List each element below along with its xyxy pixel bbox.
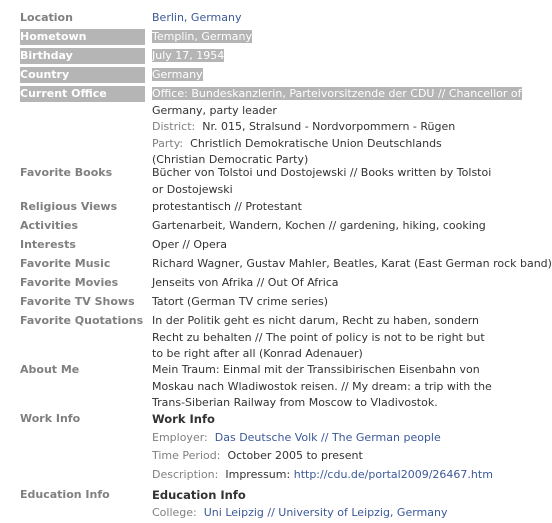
favorite-quotations-value: In der Politik geht es nicht darum, Recht zu haben, sondern Recht zu behalten // The point of policy is not to be right but to be right after all (Konrad Adenauer) bbox=[152, 314, 485, 360]
location-label: Location bbox=[20, 11, 73, 24]
district-label: District: bbox=[152, 120, 196, 133]
description-prefix: Impressum: bbox=[225, 467, 291, 481]
education-info-value bbox=[152, 487, 492, 521]
office-value-rest: Germany, party leader bbox=[152, 103, 277, 117]
hometown-value: Templin, Germany bbox=[152, 30, 252, 43]
college-label: College: bbox=[152, 505, 197, 519]
birthday-value: July 17, 1954 bbox=[152, 49, 225, 62]
country-value: Germany bbox=[152, 68, 203, 81]
current-office-label: Current Office bbox=[20, 86, 145, 102]
about-me-value: Mein Traum: Einmal mit der Transsibirischen Eisenbahn von Moskau nach Wladiwostok reisen. // My dream: a trip with the Trans-Siberian Railway from Moscow to Vladivostok. bbox=[152, 363, 492, 409]
work-info-title: Work Info bbox=[152, 412, 215, 426]
office-label: Office: bbox=[152, 87, 188, 100]
education-info-label: Education Info bbox=[20, 488, 110, 501]
district-value: Nr. 015, Stralsund - Nordvorpommern - Rügen bbox=[202, 120, 456, 133]
religious-views-label: Religious Views bbox=[20, 200, 118, 213]
favorite-books-label: Favorite Books bbox=[20, 166, 113, 179]
description-link[interactable]: http://cdu.de/portal2009/26467.htm bbox=[293, 467, 493, 481]
favorite-quotations-label: Favorite Quotations bbox=[20, 314, 144, 327]
favorite-movies-value: Jenseits von Afrika // Out Of Africa bbox=[152, 276, 339, 289]
hometown-label: Hometown bbox=[20, 29, 145, 45]
location-value-link[interactable]: Berlin, Germany bbox=[152, 11, 242, 24]
country-label: Country bbox=[20, 67, 145, 83]
office-value-highlighted: Bundeskanzlerin, Parteivorsitzende der CDU // Chancellor of bbox=[191, 87, 522, 100]
favorite-books-value: Bücher von Tolstoi und Dostojewski // Books written by Tolstoi or Dostojewski bbox=[152, 166, 492, 196]
college-link[interactable]: Uni Leipzig // University of Leipzig, Germany bbox=[203, 505, 448, 519]
favorite-movies-label: Favorite Movies bbox=[20, 276, 119, 289]
activities-label: Activities bbox=[20, 219, 79, 232]
about-me-label: About Me bbox=[20, 363, 80, 376]
favorite-music-label: Favorite Music bbox=[20, 257, 111, 270]
birthday-label: Birthday bbox=[20, 48, 145, 64]
description-label: Description: bbox=[152, 467, 219, 481]
party-value: Christlich Demokratische Union Deutschlands (Christian Democratic Party) bbox=[152, 136, 442, 166]
religious-views-value: protestantisch // Protestant bbox=[152, 200, 302, 213]
interests-value: Oper // Opera bbox=[152, 238, 228, 251]
favorite-music-value: Richard Wagner, Gustav Mahler, Beatles, Karat (East German rock band) bbox=[152, 257, 552, 270]
education-info-title: Education Info bbox=[152, 488, 246, 502]
work-info-value bbox=[152, 411, 492, 483]
activities-value: Gartenarbeit, Wandern, Kochen // gardening, hiking, cooking bbox=[152, 219, 486, 232]
current-office-value bbox=[152, 86, 522, 169]
employer-label: Employer: bbox=[152, 430, 208, 444]
favorite-tv-label: Favorite TV Shows bbox=[20, 295, 135, 308]
time-period-value: October 2005 to present bbox=[227, 449, 363, 462]
employer-link[interactable]: Das Deutsche Volk // The German people bbox=[214, 430, 441, 444]
interests-label: Interests bbox=[20, 238, 76, 251]
work-info-label: Work Info bbox=[20, 412, 81, 425]
time-period-label: Time Period: bbox=[152, 449, 221, 462]
favorite-tv-value: Tatort (German TV crime series) bbox=[152, 295, 329, 308]
party-label: Party: bbox=[152, 136, 184, 150]
